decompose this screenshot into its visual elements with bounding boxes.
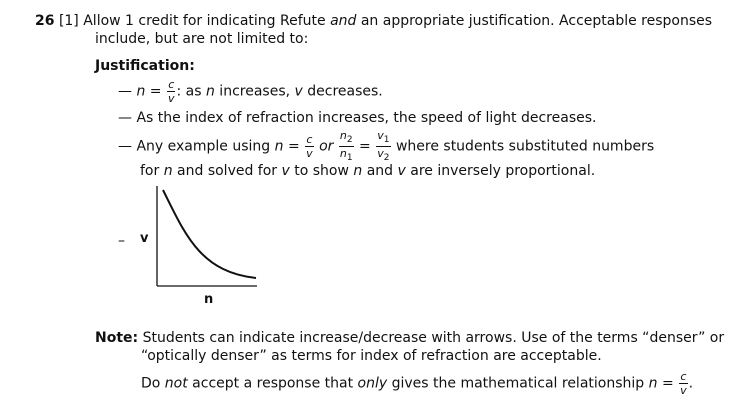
fraction-c-over-v — [305, 134, 314, 159]
note-line2: “optically denser” as terms for index of refraction are acceptable. — [141, 348, 602, 364]
subscript: 2 — [346, 135, 353, 146]
var-n: n — [205, 83, 215, 100]
frac-den: v — [306, 147, 313, 161]
note-label: Note: — [95, 330, 139, 346]
var-v: v — [294, 83, 303, 100]
bullet-dash: — — [118, 83, 132, 100]
intro-and: and — [330, 13, 357, 29]
var-n: n — [163, 163, 173, 179]
frac-num: n — [339, 129, 347, 142]
note-line1 — [95, 330, 724, 346]
frac-num: v — [377, 129, 384, 142]
var-v: v — [281, 163, 290, 179]
bullet-dash: — — [118, 110, 132, 126]
text: and solved for — [172, 163, 282, 179]
bullet-2 — [118, 110, 596, 126]
text-not: not — [164, 375, 188, 392]
var-n: n — [353, 163, 363, 179]
justification-heading: Justification: — [95, 58, 195, 74]
note-line3 — [141, 371, 693, 396]
var-n: n — [274, 138, 284, 155]
subscript: 1 — [383, 135, 390, 146]
text: : as — [176, 83, 206, 100]
intro-text-a: Allow 1 credit for indicating Refute — [83, 13, 331, 29]
bullet-dash: — — [118, 138, 132, 155]
var-n: n — [648, 375, 658, 392]
text: and — [362, 163, 398, 179]
text: are inversely proportional. — [405, 163, 596, 179]
text-only: only — [357, 375, 388, 392]
frac-num: c — [306, 133, 313, 147]
bullet-2-text: As the index of refraction increases, the speed of light decreases. — [136, 110, 597, 126]
inverse-curve — [163, 190, 256, 278]
text: accept a response that — [187, 375, 358, 392]
graph-x-label: n — [204, 292, 214, 307]
var-n: n — [136, 83, 146, 100]
equals: = — [145, 83, 166, 100]
equals: = — [283, 138, 305, 155]
text: Do — [141, 375, 165, 392]
frac-den: v — [680, 384, 687, 397]
var-v: v — [397, 163, 406, 179]
fraction-c-over-v — [167, 79, 176, 104]
intro-text-b: an appropriate justification. Acceptable responses — [356, 13, 713, 29]
frac-den: n — [339, 147, 347, 161]
item-credit: [1] — [58, 13, 79, 29]
fraction-n2-over-n1 — [339, 130, 354, 163]
text: to show — [289, 163, 354, 179]
fraction-c-over-v — [679, 371, 688, 396]
text: . — [688, 375, 694, 392]
text-or: or — [314, 138, 338, 155]
fraction-v1-over-v2 — [376, 130, 390, 163]
subscript: 2 — [383, 153, 390, 164]
frac-num: c — [680, 370, 687, 383]
item-header — [35, 13, 712, 29]
frac-den: v — [377, 147, 384, 161]
equals: = — [354, 138, 376, 155]
text: increases, — [214, 83, 295, 100]
frac-num: c — [168, 78, 175, 91]
bullet-3-line2 — [140, 163, 595, 179]
equals: = — [657, 375, 679, 392]
text: decreases. — [302, 83, 383, 100]
text: Any example using — [136, 138, 275, 155]
item-number: 26 — [35, 13, 55, 29]
subscript: 1 — [346, 153, 353, 164]
note-text: Students can indicate increase/decrease with arrows. Use of the terms “denser” or — [138, 330, 725, 346]
text: gives the mathematical relationship — [387, 375, 649, 392]
graph-dash: – — [118, 233, 125, 249]
graph-y-label: v — [140, 231, 149, 246]
inverse-curve-graph — [150, 184, 262, 290]
text: for — [140, 163, 164, 179]
bullet-3 — [118, 130, 654, 163]
text: where students substituted numbers — [391, 138, 655, 155]
intro-line2: include, but are not limited to: — [95, 31, 309, 47]
frac-den: v — [167, 92, 175, 105]
bullet-1 — [118, 79, 383, 104]
